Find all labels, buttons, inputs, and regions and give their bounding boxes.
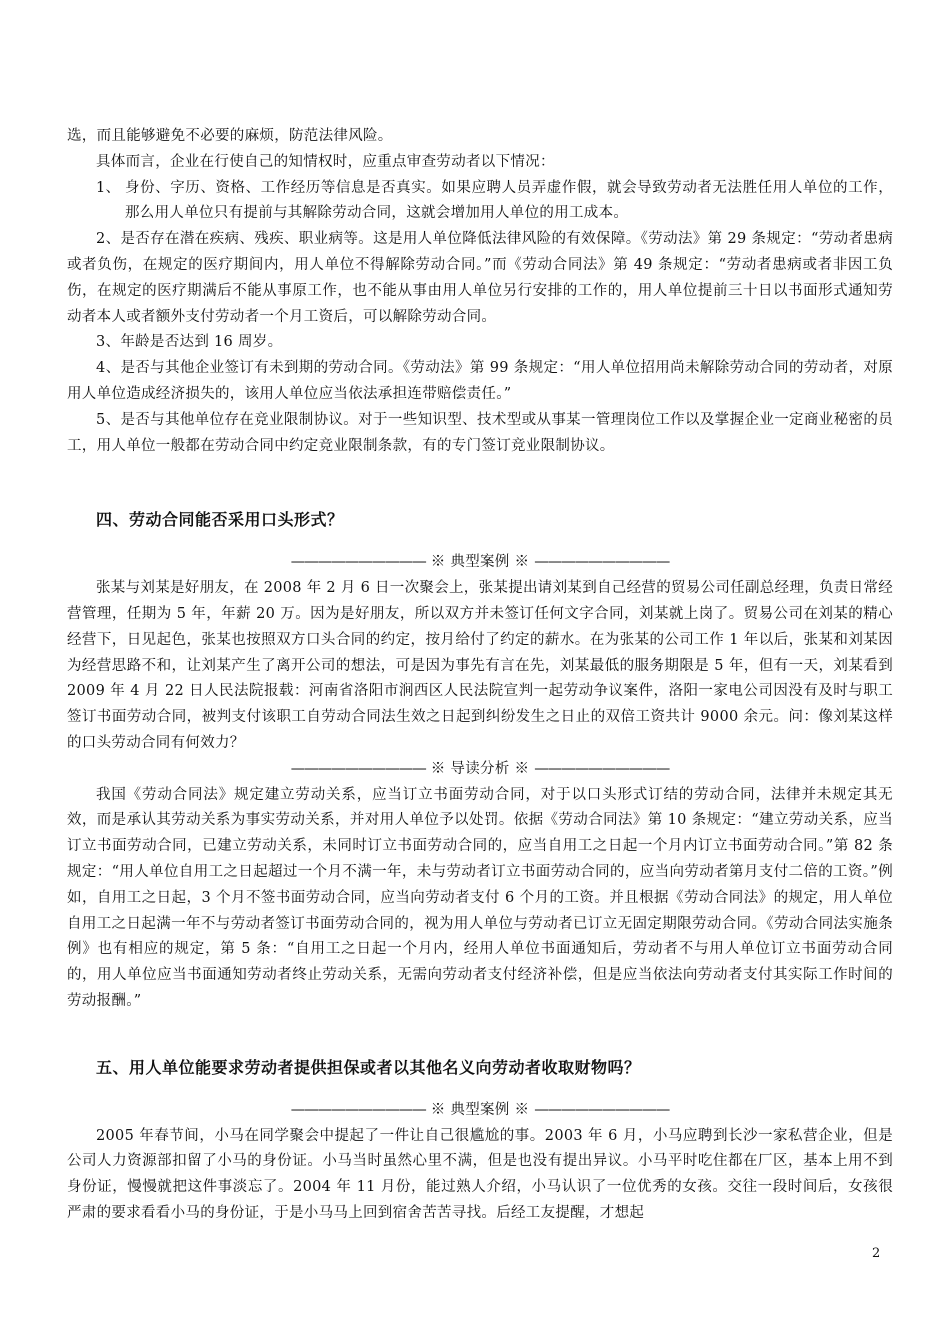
- page-content: [67, 124, 893, 1227]
- case-label: ※ 典型案例 ※: [430, 1101, 530, 1118]
- page-number: 2: [872, 1246, 881, 1261]
- list-item-2: 2、是否存在潜在疾病、残疾、职业病等。这是用人单位降低法律风险的有效保障。《劳动法》第 29 条规定：“劳动者患病或者负伤，在规定的医疗期间内，用人单位不得解除劳动合同。”而《劳动合同法》第 49 条规定：“劳动者患病或者非因工负伤，在规定的医疗期满后不能从事原工作，也不能从事由用人单位另行安排的工作的，用人单位提前三十日以书面形式通知劳动者本人或者额外支付劳动者一个月工资后，可以解除劳动合同。: [67, 231, 893, 325]
- spacer: [67, 1015, 893, 1055]
- list-item-5: 5、是否与其他单位存在竞业限制协议。对于一些知识型、技术型或从事某一管理岗位工作以及掌握企业一定商业秘密的员工，用人单位一般都在劳动合同中约定竞业限制条款，有的专门签订竞业限制协议。: [67, 411, 893, 454]
- analysis-divider: [67, 757, 893, 783]
- divider-dash-right: ——————————: [534, 1101, 670, 1118]
- divider-dash-right: ——————————: [534, 760, 670, 777]
- analysis-paragraph: 我国《劳动合同法》规定建立劳动关系，应当订立书面劳动合同，对于以口头形式订结的劳动合同，法律并未规定其无效，而是承认其劳动关系为事实劳动关系，并对用人单位予以处罚。依据《劳动合同法》第 10 条规定：“建立劳动关系，应当订立书面劳动合同，已建立劳动关系，未同时订立书面劳动合同的，应当自用工之日起一个月内订立书面劳动合同。”第 82 条规定：“用人单位自用工之日起超过一个月不满一年，未与劳动者订立书面劳动合同的，应当向劳动者第月支付二倍的工资。”例如，自用工之日起，3 个月不签书面劳动合同，应当向劳动者支付 6 个月的工资。并且根据《劳动合同法》的规定，用人单位自用工之日起满一年不与劳动者签订书面劳动合同的，视为用人单位与劳动者已订立无固定期限劳动合同。《劳动合同法实施条例》也有相应的规定，第 5 条：“自用工之日起一个月内，经用人单位书面通知后，劳动者不与用人单位订立书面劳动合同的，用人单位应当书面通知劳动者终止劳动关系，无需向劳动者支付经济补偿，但是应当依法向劳动者支付其实际工作时间的劳动报酬。”: [67, 786, 893, 1009]
- section-4-heading: 四、劳动合同能否采用口头形式？: [96, 510, 344, 530]
- spacer: [67, 1078, 893, 1098]
- divider-dash-right: ——————————: [534, 554, 670, 571]
- list-item-1: [67, 176, 893, 228]
- section-5-heading: 五、用人单位能要求劳动者提供担保或者以其他名义向劳动者收取财物吗？: [96, 1057, 641, 1077]
- case-label: ※ 典型案例 ※: [430, 554, 530, 571]
- analysis-label: ※ 导读分析 ※: [430, 760, 530, 777]
- list-item-1-text: 身份、字历、资格、工作经历等信息是否真实。如果应聘人员弄虚作假，就会导致劳动者无法胜任用人单位的工作，那么用人单位只有提前与其解除劳动合同，这就会增加用人单位的用工成本。: [125, 179, 893, 222]
- intro-paragraph: 具体而言，企业在行使自己的知情权时，应重点审查劳动者以下情况：: [96, 153, 555, 170]
- continued-paragraph: 选，而且能够避免不必要的麻烦，防范法律风险。: [67, 128, 393, 144]
- divider-dash-left: ——————————: [290, 1101, 426, 1118]
- case-divider: [67, 550, 893, 576]
- case-divider: [67, 1098, 893, 1124]
- list-item-4: 4、是否与其他企业签订有未到期的劳动合同。《劳动法》第 99 条规定：“用人单位招用尚未解除劳动合同的劳动者，对原用人单位造成经济损失的，该用人单位应当依法承担连带赔偿责任。”: [67, 360, 893, 402]
- spacer: [67, 530, 893, 550]
- divider-dash-left: ——————————: [290, 760, 426, 777]
- spacer: [67, 459, 893, 507]
- divider-dash-left: ——————————: [290, 554, 426, 571]
- list-item-1-number: 1、: [96, 179, 121, 196]
- list-item-3: 3、年龄是否达到 16 周岁。: [96, 334, 283, 351]
- case-paragraph: 2005 年春节间，小马在同学聚会中提起了一件让自己很尴尬的事。2003 年 6 月，小马应聘到长沙一家私营企业，但是公司人力资源部扣留了小马的身份证。小马当时虽然心里不满，但是也没有提出异议。小马平时吃住都在厂区，基本上用不到身份证，慢慢就把这件事淡忘了。2004 年 11 月份，能过熟人介绍，小马认识了一位优秀的女孩。交往一段时间后，女孩很严肃的要求看看小马的身份证，于是小马马上回到宿舍苦苦寻找。后经工友提醒，才想起: [67, 1127, 893, 1221]
- case-paragraph: 张某与刘某是好朋友，在 2008 年 2 月 6 日一次聚会上，张某提出请刘某到自己经营的贸易公司任副总经理，负责日常经营管理，任期为 5 年，年薪 20 万。因为是好朋友，所以双方并未签订任何文字合同，刘某就上岗了。贸易公司在刘某的精心经营下，日见起色，张某也按照双方口头合同的约定，按月给付了约定的薪水。在为张某的公司工作 1 年以后，张某和刘某因为经营思路不和，让刘某产生了离开公司的想法，可是因为事先有言在先，刘某最低的服务期限是 5 年，但有一天，刘某看到 2009 年 4 月 22 日人民法院报载：河南省洛阳市涧西区人民法院宣判一起劳动争议案件，洛阳一家电公司因没有及时与职工签订书面劳动合同，被判支付该职工自劳动合同法生效之日起到纠纷发生之日止的双倍工资共计 9000 余元。问：像刘某这样的口头劳动合同有何效力？: [67, 580, 894, 751]
